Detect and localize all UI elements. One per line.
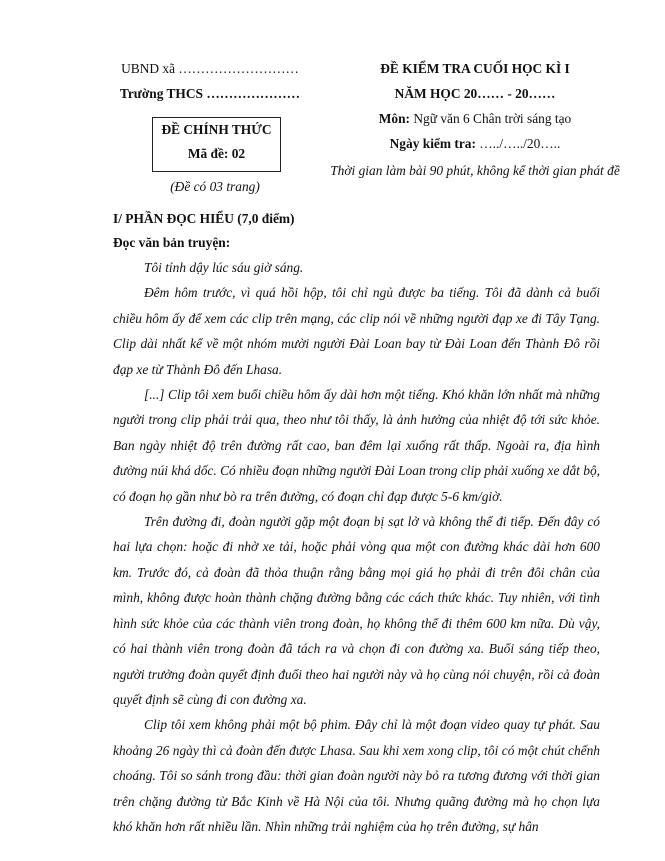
official-title: ĐỀ CHÍNH THỨC bbox=[161, 122, 272, 137]
official-exam-box bbox=[152, 117, 281, 172]
header-right bbox=[330, 56, 620, 156]
pages-note: (Đề có 03 trang) bbox=[170, 179, 260, 194]
subject-value: Ngữ văn 6 Chân trời sáng tạo bbox=[410, 111, 572, 126]
exam-date-value: …../…../20….. bbox=[475, 136, 561, 151]
subject-label: Môn: bbox=[378, 111, 410, 126]
section-heading: I/ PHẦN ĐỌC HIỂU (7,0 điểm) bbox=[113, 211, 295, 226]
exam-code: Mã đề: 02 bbox=[187, 146, 246, 161]
header-left bbox=[105, 56, 315, 106]
subject-line bbox=[330, 106, 620, 131]
time-note: Thời gian làm bài 90 phút, không kể thời gian phát đề bbox=[330, 163, 620, 178]
story-paragraph: Trên đường đi, đoàn người gặp một đoạn bị sạt lở và không thể đi tiếp. Đến đây có hai lựa chọn: hoặc đi nhờ xe tải, hoặc phải vòng qua một con đường khác dài hơn 600 km. Trước đó, cả đoàn đã thỏa thuận rằng bằng mọi giá họ phải đi trên đôi chân của mình, không được hoàn thành chặng đường bằng các cách thức khác. Tuy nhiên, với tình hình sức khỏe của các thành viên trong đoàn, họ không thể đi thêm 600 km nữa. Dù vậy, có hai thành viên trong đoàn đã tách ra và chọn đi con đường xa. Buổi sáng tiếp theo, người trưởng đoàn quyết định đuổi theo hai người này và họ cùng nói chuyện, rồi cả đoàn quyết định sẽ cùng đi con đường xa. bbox=[113, 514, 600, 707]
story-paragraph: [...] Clip tôi xem buổi chiều hôm ấy dài hơn một tiếng. Khó khăn lớn nhất mà những người trong clip phải trải qua, theo như tôi thấy, là ảnh hưởng của nhiệt độ tới sức khỏe. Ban ngày nhiệt độ trên đường rất cao, ban đêm lại xuống rất thấp. Ngoài ra, địa hình đường núi khá dốc. Có nhiều đoạn những người Đài Loan trong clip phải xuống xe dắt bộ, có đoạn họ gần như bò ra trên đường, có đoạn chỉ đạp được 5-6 km/giờ. bbox=[113, 387, 600, 504]
committee-line: UBND xã ……………………… bbox=[121, 61, 299, 76]
exam-date-line bbox=[330, 131, 620, 156]
reading-section bbox=[113, 207, 600, 839]
story-paragraph: Tôi tỉnh dậy lúc sáu giờ sáng. bbox=[144, 260, 304, 275]
school-line: Trường THCS ………………… bbox=[119, 86, 301, 101]
school-year: NĂM HỌC 20…… - 20…… bbox=[394, 86, 556, 101]
story-paragraph: Clip tôi xem không phải một bộ phim. Đây chỉ là một đoạn video quay tự phát. Sau khoảng 26 ngày thì cả đoàn đến được Lhasa. Sau khi xem xong clip, tôi có một chút chếnh choáng. Tôi so sánh trong đầu: thời gian đoàn người này bỏ ra tương đương với thời gian trên chặng đường từ Bắc Kinh về Hà Nội của tôi. Nhưng quãng đường mà họ chọn lựa khó khăn hơn rất nhiều lần. Nhìn những trải nghiệm của họ trên đường, sự hân bbox=[113, 717, 600, 834]
exam-title: ĐỀ KIỂM TRA CUỐI HỌC KÌ I bbox=[380, 61, 570, 76]
section-subheading: Đọc văn bản truyện: bbox=[113, 235, 231, 250]
exam-date-label: Ngày kiểm tra: bbox=[389, 136, 476, 151]
story-paragraph: Đêm hôm trước, vì quá hồi hộp, tôi chỉ ngủ được ba tiếng. Tôi đã dành cả buổi chiều hôm ấy để xem các clip trên mạng, các clip nói về những người đạp xe đi Tây Tạng. Clip dài nhất kể về một nhóm mười người Đài Loan bay từ Đài Loan đến Thành Đô rồi đạp xe từ Thành Đô đến Lhasa. bbox=[113, 285, 600, 377]
